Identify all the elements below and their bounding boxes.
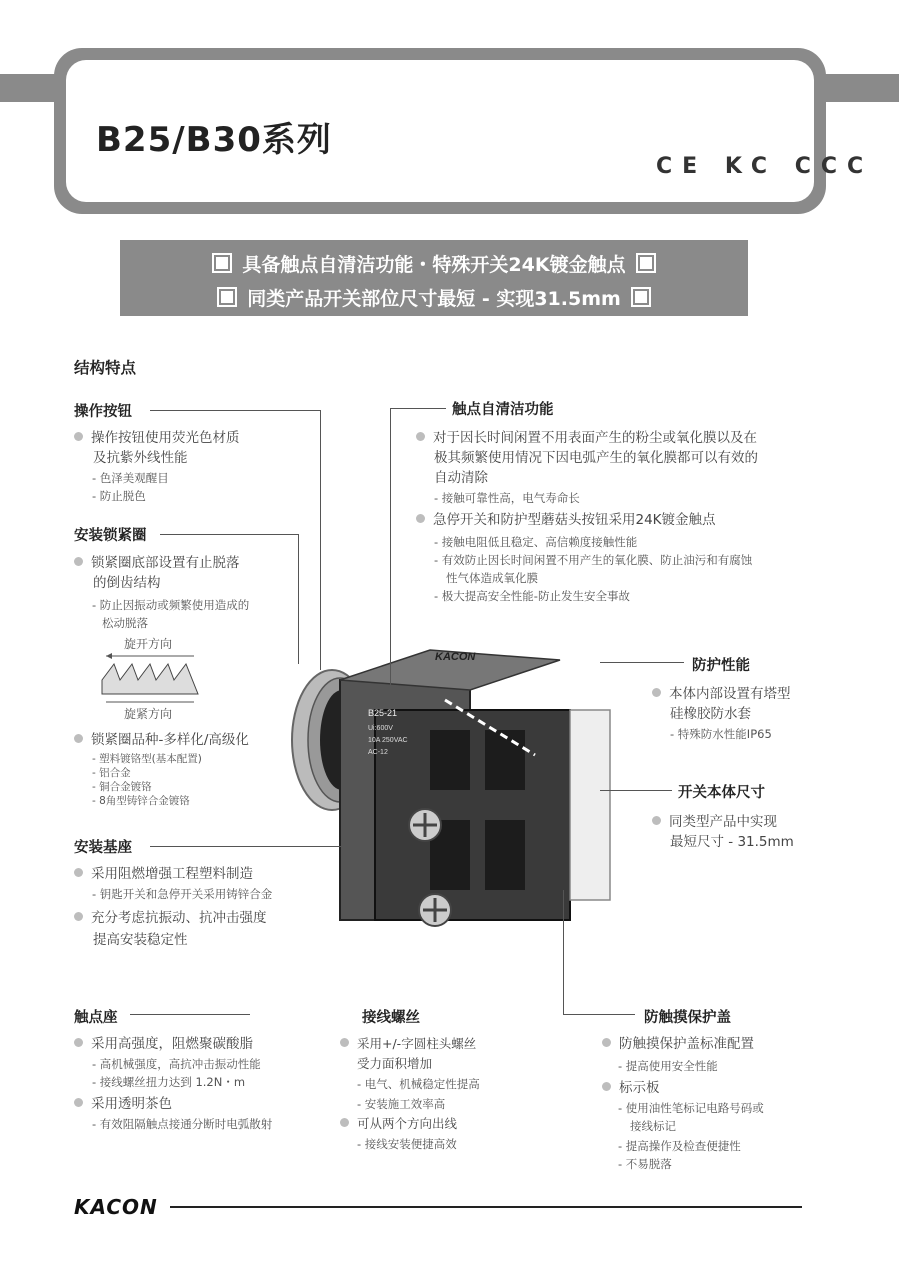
bullet-dot-icon [340,1038,349,1047]
bullet-dot-icon [74,734,83,743]
mount-base-sub-1: - 钥匙开关和急停开关采用铸锌合金 [92,887,273,901]
brand-logo: KACON [74,1195,158,1219]
cover-title: 防触摸保护盖 [644,1010,731,1026]
self-clean-sub-2: - 接触电阻低且稳定、高信赖度接触性能 [434,535,638,549]
cover-sub-3: - 提高操作及检查便捷性 [618,1139,741,1153]
leader-cover [563,1014,635,1015]
mount-base-bullet-2b: 提高安装稳定性 [93,932,188,948]
screw-bullet-2: 可从两个方向出线 [340,1114,457,1134]
banner-text-2: 同类产品开关部位尺寸最短 - 实现31.5mm [247,288,621,310]
bullet-dot-icon [74,1098,83,1107]
leader-cover-v [563,890,564,1014]
lock-ring-type-1: - 塑料镀铬型(基本配置) [92,753,202,765]
cover-sub-2b: 接线标记 [630,1119,676,1133]
lock-ring-bullet-1b: 的倒齿结构 [93,575,161,591]
square-bullet-icon [631,287,651,307]
self-clean-bullet-1: 对于因长时间闲置不用表面产生的粉尘或氧化膜以及在 [416,428,757,448]
thread-diagram [98,650,202,706]
product-illustration [270,620,630,950]
contact-base-bullet-2: 采用透明茶色 [74,1094,172,1114]
screw-title: 接线螺丝 [362,1010,420,1026]
screw-sub-1: - 电气、机械稳定性提高 [357,1077,480,1091]
bullet-dot-icon [74,868,83,877]
contact-base-sub-3: - 有效阻隔触点接通分断时电弧散射 [92,1117,273,1131]
leader-mount-base [150,846,350,847]
body-size-bullet-1b: 最短尺寸 - 31.5mm [670,834,794,850]
lock-ring-bullet-2: 锁紧圈品种-多样化/高级化 [74,730,249,750]
leader-lock-ring [160,534,298,535]
open-direction-label: 旋开方向 [124,637,173,651]
lock-ring-sub-1: - 防止因振动或频繁使用造成的 [92,598,250,612]
lock-ring-title: 安装锁紧圈 [74,528,147,544]
lock-ring-type-2: - 铝合金 [92,767,131,779]
square-bullet-icon [636,253,656,273]
protection-bullet-1b: 硅橡胶防水套 [670,706,751,722]
screw-sub-2: - 安装施工效率高 [357,1097,446,1111]
op-button-bullet-1b: 及抗紫外线性能 [93,450,188,466]
op-button-sub-2: - 防止脱色 [92,489,146,503]
op-button-sub-1: - 色泽美观醒目 [92,471,169,485]
product-spec-3: AC-12 [368,749,388,756]
leader-op-button [150,410,320,411]
self-clean-sub-1: - 接触可靠性高，电气寿命长 [434,491,580,505]
self-clean-sub-4: - 极大提高安全性能-防止发生安全事故 [434,589,630,603]
leader-body-size [600,790,672,791]
leader-op-button-v [320,410,321,670]
contact-window-2 [485,730,525,790]
bullet-dot-icon [416,514,425,523]
banner-text-1: 具备触点自清洁功能・特殊开关24K镀金触点 [242,254,626,276]
bullet-dot-icon [652,688,661,697]
protection-title: 防护性能 [692,658,750,674]
product-spec-1: Ui:600V [368,725,393,732]
protection-sub-1: - 特殊防水性能IP65 [670,727,772,741]
feature-banner [120,240,748,316]
certification-marks: CE KC CCC [656,154,874,179]
cover-sub-4: - 不易脱落 [618,1157,672,1171]
leader-contact-base [130,1014,250,1015]
product-model-label: B25-21 [368,708,398,718]
mount-base-bullet-2: 充分考虑抗振动、抗冲击强度 [74,908,267,928]
contact-base-title: 触点座 [74,1010,118,1026]
self-clean-bullet-1c: 自动清除 [434,470,488,486]
square-bullet-icon [217,287,237,307]
contact-base-sub-1: - 高机械强度，高抗冲击振动性能 [92,1057,261,1071]
lock-ring-type-3: - 铜合金镀铬 [92,781,152,793]
screw-bullet-1b: 受力面积增加 [357,1056,433,1071]
protective-cover [570,710,610,900]
footer-divider [170,1206,802,1208]
lock-ring-bullet-1: 锁紧圈底部设置有止脱落 [74,553,240,573]
section-title: 结构特点 [74,359,137,377]
cover-bullet-2: 标示板 [602,1078,660,1098]
product-brand-label: KACON [435,651,476,663]
banner-line-2 [120,284,748,311]
body-size-title: 开关本体尺寸 [678,785,765,801]
bullet-dot-icon [602,1082,611,1091]
screw-sub-3: - 接线安装便捷高效 [357,1137,457,1151]
leader-protection [600,662,684,663]
bullet-dot-icon [340,1118,349,1127]
cover-sub-2: - 使用油性笔标记电路号码或 [618,1101,764,1115]
bullet-dot-icon [652,816,661,825]
mount-base-title: 安装基座 [74,840,132,856]
leader-self-clean [390,408,446,409]
product-spec-2: 10A 250VAC [368,737,408,744]
screw-bullet-1: 采用+/-字圆柱头螺丝 [340,1034,476,1054]
self-clean-bullet-1b: 极其频繁使用情况下因电弧产生的氧化膜都可以有效的 [434,450,758,466]
protection-bullet-1: 本体内部设置有塔型 [652,684,791,704]
self-clean-title: 触点自清洁功能 [452,402,554,418]
lock-ring-sub-1b: 松动脱落 [102,616,148,630]
bullet-dot-icon [74,432,83,441]
contact-window-4 [485,820,525,890]
op-button-title: 操作按钮 [74,404,132,420]
cover-bullet-1: 防触摸保护盖标准配置 [602,1034,754,1054]
lock-ring-type-4: - 8角型铸锌合金镀铬 [92,795,190,807]
square-bullet-icon [212,253,232,273]
body-size-bullet-1: 同类型产品中实现 [652,812,777,832]
self-clean-sub-3: - 有效防止因长时间闲置不用产生的氧化膜、防止油污和有腐蚀 [434,553,753,567]
bullet-dot-icon [74,557,83,566]
bullet-dot-icon [602,1038,611,1047]
self-clean-sub-3b: 性气体造成氧化膜 [446,571,538,585]
mount-base-bullet-1: 采用阻燃增强工程塑料制造 [74,864,253,884]
self-clean-bullet-2: 急停开关和防护型蘑菇头按钮采用24K镀金触点 [416,510,716,530]
cover-sub-1: - 提高使用安全性能 [618,1059,718,1073]
tight-direction-label: 旋紧方向 [124,707,173,721]
leader-lock-ring-v [298,534,299,664]
bullet-dot-icon [74,1038,83,1047]
banner-line-1 [120,250,748,277]
page-title: B25/B30系列 [96,120,332,160]
bullet-dot-icon [416,432,425,441]
contact-window-1 [430,730,470,790]
bullet-dot-icon [74,912,83,921]
contact-base-sub-2: - 接线螺丝扭力达到 1.2N・m [92,1075,246,1089]
op-button-bullet-1: 操作按钮使用荧光色材质 [74,428,240,448]
leader-self-clean-v [390,408,391,708]
contact-base-bullet-1: 采用高强度，阻燃聚碳酸脂 [74,1034,253,1054]
